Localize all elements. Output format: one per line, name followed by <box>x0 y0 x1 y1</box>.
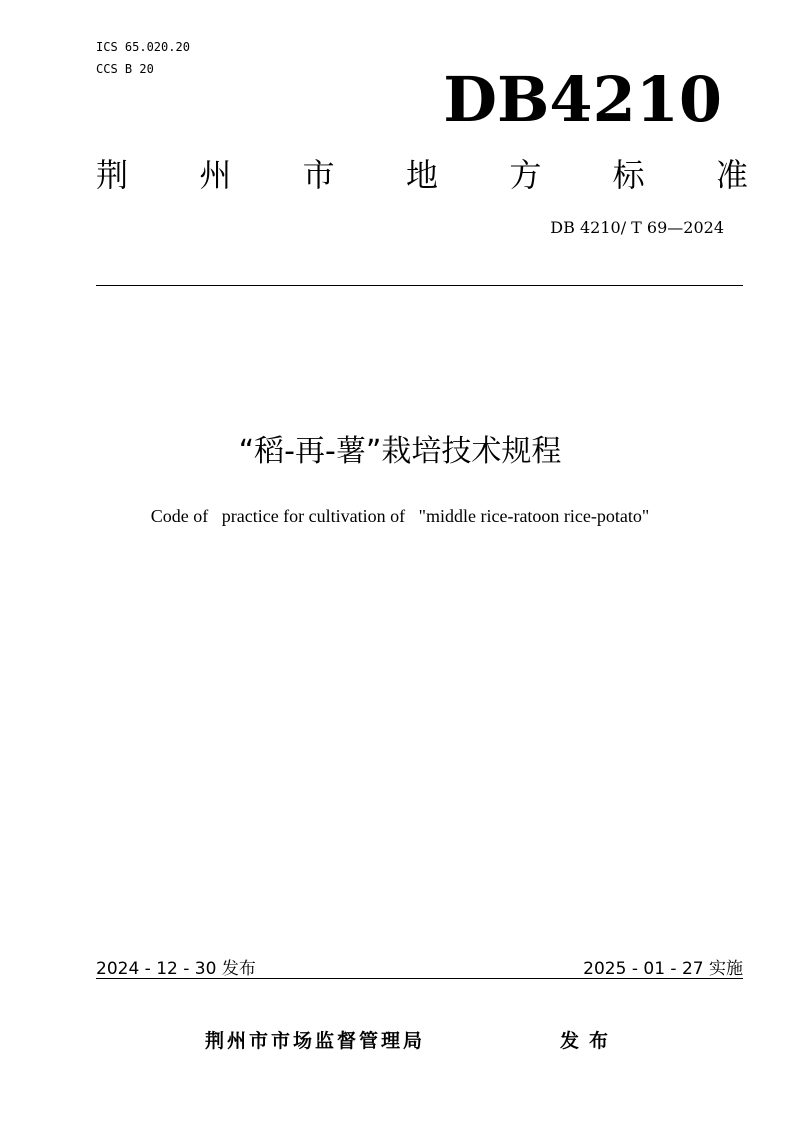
footer-divider <box>96 978 743 979</box>
implementation-date: 2025 - 01 - 27 实施 <box>583 959 743 979</box>
title-chinese: “稻-再-薯”栽培技术规程 <box>238 434 562 469</box>
issue-date: 2024 - 12 - 30 发布 <box>96 959 256 979</box>
standard-kind-char: 准 <box>715 156 748 194</box>
ccs-code: CCS B 20 <box>96 62 154 76</box>
standard-kind-char: 地 <box>405 156 438 194</box>
standard-kind-char: 方 <box>509 156 542 194</box>
standard-code: DB4210 <box>443 63 722 136</box>
header-divider <box>96 285 743 286</box>
issuing-authority: 荆州市市场监督管理局 <box>205 1030 426 1052</box>
ics-code: ICS 65.020.20 <box>96 40 190 54</box>
standard-kind-char: 荆 <box>96 156 129 194</box>
title-english: Code of practice for cultivation of "middle rice-ratoon rice-potato" <box>150 506 650 526</box>
standard-kind-char: 市 <box>302 156 335 194</box>
standard-kind-char: 州 <box>199 156 232 194</box>
standard-number: DB 4210/ T 69—2024 <box>550 218 724 237</box>
standard-kind <box>96 152 748 198</box>
standard-kind-char: 标 <box>612 156 645 194</box>
issue-label: 发布 <box>560 1030 619 1052</box>
